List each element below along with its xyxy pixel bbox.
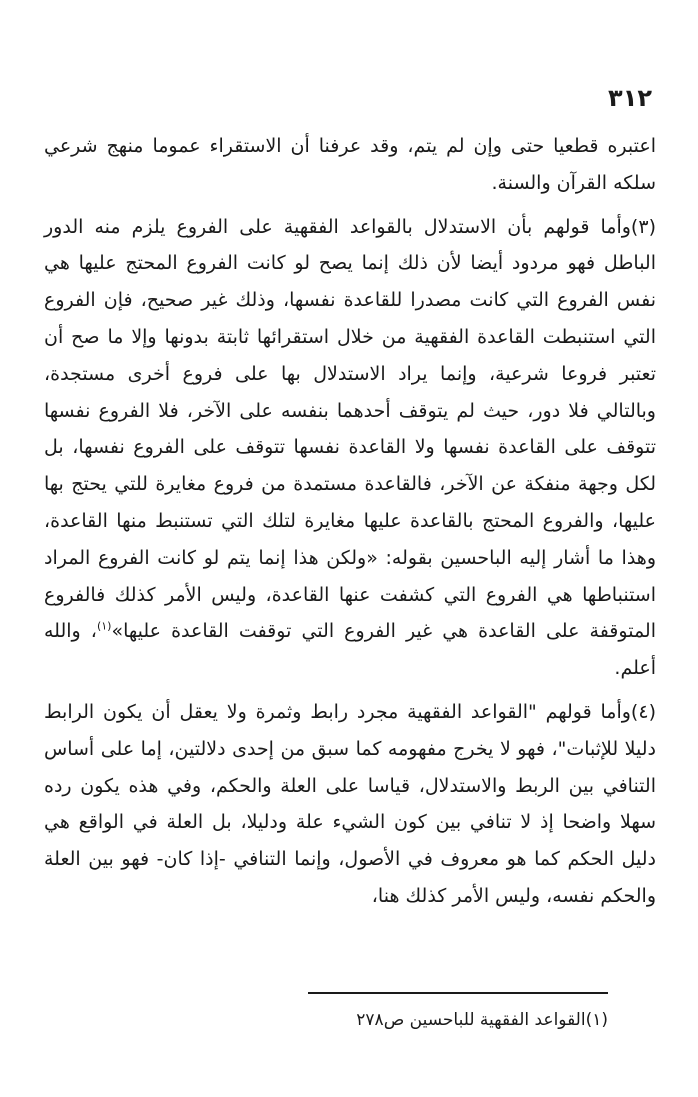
paragraph-tail: ، والله أعلم. <box>44 620 656 680</box>
paragraph-text: اعتبره قطعيا حتى وإن لم يتم، وقد عرفنا أن الاستقراء عموما منهج شرعي سلكه القرآن والسنة. <box>44 135 656 194</box>
footnote: (١)القواعد الفقهية للباحسين ص٢٧٨ <box>356 1010 608 1030</box>
paragraph-continuation <box>44 128 656 202</box>
paragraph-text: (٣)وأما قولهم بأن الاستدلال بالقواعد الفقهية على الفروع يلزم منه الدور الباطل فهو مردود أيضا لأن ذلك إنما يصح لو كانت الفروع المحتج عليها هي نفس الفروع التي كانت مصدرا للقاعدة نفسها، وذلك غير صحيح، فإن الفروع التي استنبطت القاعدة الفقهية من خلال استقرائها ثابتة بدونها وإلا ما صح أن تعتبر فروعا شرعية، وإنما يراد الاستدلال بها على فروع أخرى مستجدة، وبالتالي فلا دور، حيث لم يتوقف أحدهما بنفسه على الآخر، فلا الفروع نفسها تتوقف على القاعدة نفسها ولا القاعدة نفسها تتوقف على الفروع نفسها، بل لكل وجهة منفكة عن الآخر، فالقاعدة مستمدة من فروع مغايرة للتي يحتج بها عليها، والفروع المحتج بالقاعدة عليها مغايرة لتلك التي تستنبط منها القاعدة، وهذا ما أشار إليه الباحسين بقوله: «ولكن هذا إنما يتم لو كانت الفروع المراد استنباطها هي الفروع التي كشفت عنها القاعدة، وليس الأمر كذلك فالفروع المتوقفة على القاعدة هي غير الفروع التي توقفت القاعدة عليها» <box>44 215 656 643</box>
main-text <box>44 128 656 922</box>
paragraph-point-3 <box>44 209 656 687</box>
paragraph-text: (٤)وأما قولهم "القواعد الفقهية مجرد رابط وثمرة ولا يعقل أن يكون الرابط دليلا للإثبات"، فهو لا يخرج مفهومه كما سبق من إحدى دلالتين، إما على أساس التنافي بين الربط والاستدلال، قياسا على العلة والحكم، وفي هذه يكون رده سهلا واضحا إذ لا تنافي بين كون الشيء علة ودليلا، بل العلة في الواقع هي دليل الحكم كما هو معروف في الأصول، وإنما التنافي -إذا كان- فهو بين العلة والحكم نفسه، وليس الأمر كذلك هنا، <box>44 700 656 907</box>
footnote-divider <box>308 992 608 994</box>
footnote-reference[interactable]: (١) <box>96 620 112 634</box>
paragraph-point-4 <box>44 694 656 915</box>
page-number: ٣١٢ <box>608 84 652 112</box>
